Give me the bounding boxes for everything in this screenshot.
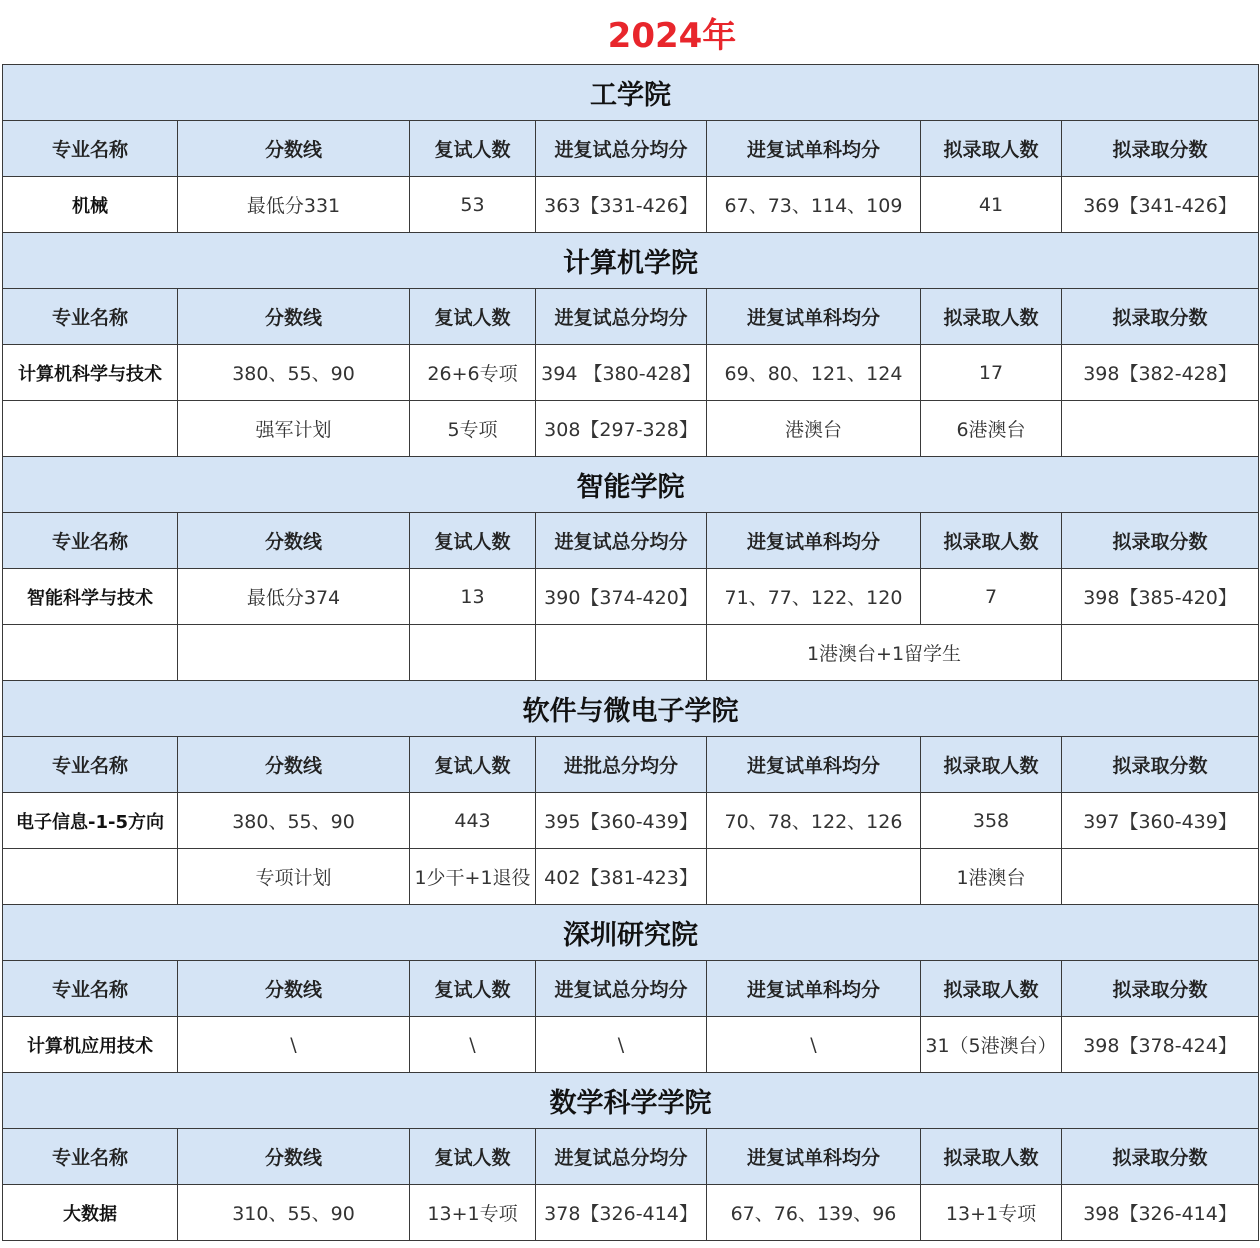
table-body — [3, 65, 1259, 1241]
table-cell: 398【326-414】 — [1062, 1185, 1259, 1241]
table-cell: 398【382-428】 — [1062, 345, 1259, 401]
column-header: 拟录取分数 — [1062, 121, 1259, 177]
admission-table — [2, 64, 1259, 1241]
table-cell: 5专项 — [410, 401, 536, 457]
table-cell — [3, 625, 178, 681]
table-cell: 443 — [410, 793, 536, 849]
header-row — [3, 737, 1259, 793]
table-cell — [707, 849, 921, 905]
column-header: 专业名称 — [3, 121, 178, 177]
table-cell: 6港澳台 — [921, 401, 1062, 457]
header-row — [3, 961, 1259, 1017]
column-header: 进复试单科均分 — [707, 121, 921, 177]
column-header: 专业名称 — [3, 289, 178, 345]
table-cell: \ — [178, 1017, 410, 1073]
column-header: 分数线 — [178, 961, 410, 1017]
table-cell: 13+1专项 — [410, 1185, 536, 1241]
table-cell: 强军计划 — [178, 401, 410, 457]
table-cell: 70、78、122、126 — [707, 793, 921, 849]
table-row — [3, 849, 1259, 905]
column-header: 进复试单科均分 — [707, 513, 921, 569]
section-title: 工学院 — [3, 65, 1259, 121]
table-row — [3, 793, 1259, 849]
table-cell: \ — [536, 1017, 707, 1073]
column-header: 拟录取人数 — [921, 961, 1062, 1017]
column-header: 拟录取分数 — [1062, 289, 1259, 345]
column-header: 分数线 — [178, 121, 410, 177]
section-row — [3, 457, 1259, 513]
major-name: 机械 — [3, 177, 178, 233]
table-cell: 394 【380-428】 — [536, 345, 707, 401]
table-cell: 71、77、122、120 — [707, 569, 921, 625]
section-row — [3, 1073, 1259, 1129]
table-cell — [1062, 849, 1259, 905]
section-title: 数学科学学院 — [3, 1073, 1259, 1129]
column-header: 复试人数 — [410, 289, 536, 345]
table-cell: 7 — [921, 569, 1062, 625]
table-cell: 402【381-423】 — [536, 849, 707, 905]
table-cell: 53 — [410, 177, 536, 233]
column-header: 专业名称 — [3, 513, 178, 569]
column-header: 分数线 — [178, 1129, 410, 1185]
column-header: 进复试单科均分 — [707, 737, 921, 793]
section-title: 深圳研究院 — [3, 905, 1259, 961]
section-title: 计算机学院 — [3, 233, 1259, 289]
header-row — [3, 1129, 1259, 1185]
table-cell: 398【378-424】 — [1062, 1017, 1259, 1073]
major-name: 智能科学与技术 — [3, 569, 178, 625]
table-row — [3, 569, 1259, 625]
table-cell: 13+1专项 — [921, 1185, 1062, 1241]
column-header: 复试人数 — [410, 513, 536, 569]
header-row — [3, 121, 1259, 177]
table-cell: 390【374-420】 — [536, 569, 707, 625]
section-row — [3, 233, 1259, 289]
table-cell: 41 — [921, 177, 1062, 233]
column-header: 进复试总分均分 — [536, 121, 707, 177]
column-header: 专业名称 — [3, 961, 178, 1017]
table-cell — [178, 625, 410, 681]
table-row — [3, 401, 1259, 457]
table-row — [3, 625, 1259, 681]
column-header: 拟录取人数 — [921, 513, 1062, 569]
table-cell — [1062, 401, 1259, 457]
column-header: 拟录取人数 — [921, 737, 1062, 793]
major-name: 电子信息-1-5方向 — [3, 793, 178, 849]
table-cell: 380、55、90 — [178, 793, 410, 849]
column-header: 拟录取人数 — [921, 1129, 1062, 1185]
table-cell: 最低分331 — [178, 177, 410, 233]
major-name — [3, 401, 178, 457]
table-cell: 17 — [921, 345, 1062, 401]
section-title: 软件与微电子学院 — [3, 681, 1259, 737]
header-row — [3, 289, 1259, 345]
title-row — [0, 0, 1260, 64]
column-header: 拟录取分数 — [1062, 1129, 1259, 1185]
table-cell: 67、73、114、109 — [707, 177, 921, 233]
section-row — [3, 681, 1259, 737]
major-name — [3, 849, 178, 905]
column-header: 复试人数 — [410, 961, 536, 1017]
table-cell: 358 — [921, 793, 1062, 849]
table-cell: 26+6专项 — [410, 345, 536, 401]
table-cell — [536, 625, 707, 681]
column-header: 拟录取人数 — [921, 289, 1062, 345]
table-cell: 310、55、90 — [178, 1185, 410, 1241]
section-title: 智能学院 — [3, 457, 1259, 513]
note-cell: 1港澳台+1留学生 — [707, 625, 1062, 681]
table-cell: 69、80、121、124 — [707, 345, 921, 401]
table-cell: 398【385-420】 — [1062, 569, 1259, 625]
header-row — [3, 513, 1259, 569]
column-header: 进复试总分均分 — [536, 513, 707, 569]
column-header: 复试人数 — [410, 737, 536, 793]
column-header: 拟录取分数 — [1062, 961, 1259, 1017]
table-cell: 380、55、90 — [178, 345, 410, 401]
table-cell: 1少干+1退役 — [410, 849, 536, 905]
major-name: 大数据 — [3, 1185, 178, 1241]
table-cell — [1062, 625, 1259, 681]
table-cell: 308【297-328】 — [536, 401, 707, 457]
table-cell: 369【341-426】 — [1062, 177, 1259, 233]
table-cell: 67、76、139、96 — [707, 1185, 921, 1241]
column-header: 进复试单科均分 — [707, 961, 921, 1017]
table-cell: \ — [707, 1017, 921, 1073]
table-cell: 专项计划 — [178, 849, 410, 905]
column-header: 进复试单科均分 — [707, 289, 921, 345]
major-name: 计算机应用技术 — [3, 1017, 178, 1073]
section-row — [3, 65, 1259, 121]
table-row — [3, 345, 1259, 401]
section-row — [3, 905, 1259, 961]
column-header: 复试人数 — [410, 121, 536, 177]
table-cell: 31（5港澳台） — [921, 1017, 1062, 1073]
table-cell: 1港澳台 — [921, 849, 1062, 905]
column-header: 进复试总分均分 — [536, 961, 707, 1017]
column-header: 分数线 — [178, 737, 410, 793]
table-cell: 13 — [410, 569, 536, 625]
column-header: 分数线 — [178, 289, 410, 345]
table-row — [3, 1017, 1259, 1073]
column-header: 拟录取人数 — [921, 121, 1062, 177]
table-cell: \ — [410, 1017, 536, 1073]
column-header: 进复试单科均分 — [707, 1129, 921, 1185]
column-header: 进复试总分均分 — [536, 1129, 707, 1185]
major-name: 计算机科学与技术 — [3, 345, 178, 401]
table-cell: 395【360-439】 — [536, 793, 707, 849]
table-cell: 最低分374 — [178, 569, 410, 625]
table-row — [3, 1185, 1259, 1241]
table-cell: 397【360-439】 — [1062, 793, 1259, 849]
page-title: 2024年 — [607, 15, 737, 56]
table-cell: 港澳台 — [707, 401, 921, 457]
column-header: 复试人数 — [410, 1129, 536, 1185]
column-header: 专业名称 — [3, 737, 178, 793]
column-header: 进批总分均分 — [536, 737, 707, 793]
column-header: 进复试总分均分 — [536, 289, 707, 345]
column-header: 拟录取分数 — [1062, 737, 1259, 793]
table-cell: 378【326-414】 — [536, 1185, 707, 1241]
table-cell: 363【331-426】 — [536, 177, 707, 233]
column-header: 分数线 — [178, 513, 410, 569]
table-cell — [410, 625, 536, 681]
column-header: 拟录取分数 — [1062, 513, 1259, 569]
column-header: 专业名称 — [3, 1129, 178, 1185]
table-row — [3, 177, 1259, 233]
